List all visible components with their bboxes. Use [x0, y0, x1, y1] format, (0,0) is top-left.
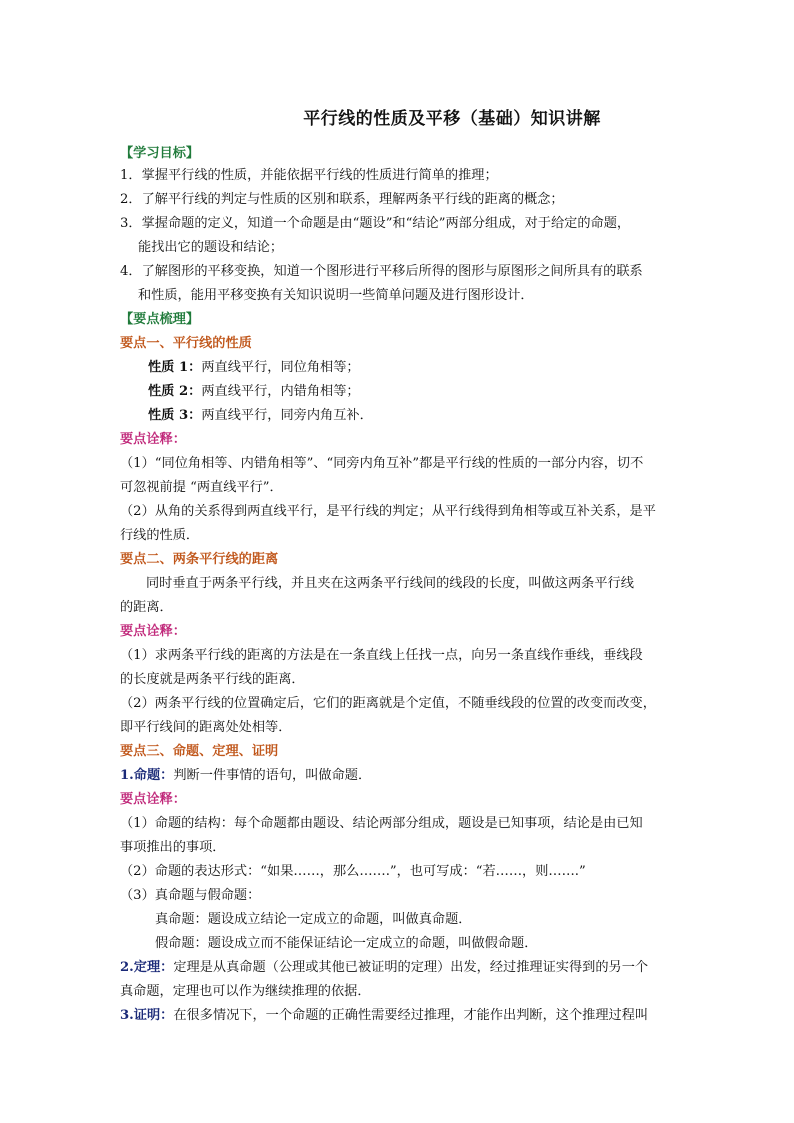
- note-line: 事项推出的事项．: [120, 840, 226, 855]
- note-line: （1）命题的结构：每个命题都由题设、结论两部分组成，题设是已知事项，结论是由已知: [120, 816, 643, 831]
- goal-line: 1．掌握平行线的性质，并能依据平行线的性质进行简单的推理；: [120, 168, 498, 183]
- note-line: 可忽视前提 “两直线平行”．: [120, 480, 283, 495]
- property-text: 两直线平行，同旁内角互补．: [201, 408, 373, 423]
- note-line: 假命题：题设成立而不能保证结论一定成立的命题，叫做假命题．: [155, 936, 538, 951]
- theorem-line: 真命题，定理也可以作为继续推理的依据．: [120, 984, 371, 999]
- note-line: （1）“同位角相等、内错角相等”、“同旁内角互补”都是平行线的性质的一部分内容，切不: [120, 456, 644, 471]
- page-title: 平行线的性质及平移（基础）知识讲解: [303, 109, 601, 129]
- note-line: （3）真命题与假命题：: [120, 888, 261, 903]
- goal-line: 和性质，能用平移变换有关知识说明一些简单问题及进行图形设计．: [138, 288, 534, 303]
- property-line: [148, 406, 708, 426]
- property-text: 两直线平行，内错角相等；: [201, 384, 360, 399]
- note-label: 要点诠释：: [120, 432, 186, 447]
- point1-title: 要点一、平行线的性质: [120, 336, 252, 351]
- goal-line: 4．了解图形的平移变换，知道一个图形进行平移后所得的图形与原图形之间所具有的联系: [120, 264, 643, 279]
- note-line: （2）两条平行线的位置确定后，它们的距离就是个定值，不随垂线段的位置的改变而改变，: [120, 696, 656, 711]
- point2-title: 要点二、两条平行线的距离: [120, 552, 279, 567]
- proof-line: [120, 1006, 680, 1026]
- section-heading-points: 【要点梳理】: [120, 312, 200, 327]
- theorem-text: 定理是从真命题（公理或其他已被证明的定理）出发，经过推理证实得到的另一个: [173, 960, 649, 975]
- definition-text: 判断一件事情的语句，叫做命题．: [173, 768, 372, 783]
- note-label: 要点诠释：: [120, 624, 186, 639]
- theorem-line: [120, 958, 680, 978]
- paragraph-line: 的距离．: [120, 600, 173, 615]
- property-label: 性质 2：: [148, 384, 202, 399]
- proof-label: 3.证明：: [120, 1008, 174, 1023]
- proof-text: 在很多情况下，一个命题的正确性需要经过推理，才能作出判断，这个推理过程叫: [173, 1008, 649, 1023]
- property-text: 两直线平行，同位角相等；: [201, 360, 360, 375]
- note-line: 真命题：题设成立结论一定成立的命题，叫做真命题．: [155, 912, 472, 927]
- property-line: [148, 358, 708, 378]
- definition-line: [120, 766, 680, 786]
- note-line: 即平行线间的距离处处相等．: [120, 720, 292, 735]
- note-line: （1）求两条平行线的距离的方法是在一条直线上任找一点，向另一条直线作垂线，垂线段: [120, 648, 643, 663]
- definition-label: 1.命题：: [120, 768, 174, 783]
- note-line: （2）命题的表达形式：“如果……，那么…….”，也可写成：“若……，则…….”: [120, 864, 586, 879]
- section-heading-goals: 【学习目标】: [120, 146, 200, 161]
- paragraph-line: 同时垂直于两条平行线，并且夹在这两条平行线间的线段的长度，叫做这两条平行线: [146, 576, 634, 591]
- note-line: （2）从角的关系得到两直线平行，是平行线的判定；从平行线得到角相等或互补关系，是平: [120, 504, 656, 519]
- goal-line: 3．掌握命题的定义，知道一个命题是由“题设”和“结论”两部分组成，对于给定的命题，: [120, 216, 631, 231]
- property-line: [148, 382, 708, 402]
- goal-line: 能找出它的题设和结论；: [138, 240, 284, 255]
- goal-line: 2．了解平行线的判定与性质的区别和联系，理解两条平行线的距离的概念；: [120, 192, 564, 207]
- property-label: 性质 1：: [148, 360, 202, 375]
- note-line: 的长度就是两条平行线的距离．: [120, 672, 305, 687]
- note-line: 行线的性质．: [120, 528, 200, 543]
- note-label: 要点诠释：: [120, 792, 186, 807]
- theorem-label: 2.定理：: [120, 960, 174, 975]
- property-label: 性质 3：: [148, 408, 202, 423]
- point3-title: 要点三、命题、定理、证明: [120, 744, 279, 759]
